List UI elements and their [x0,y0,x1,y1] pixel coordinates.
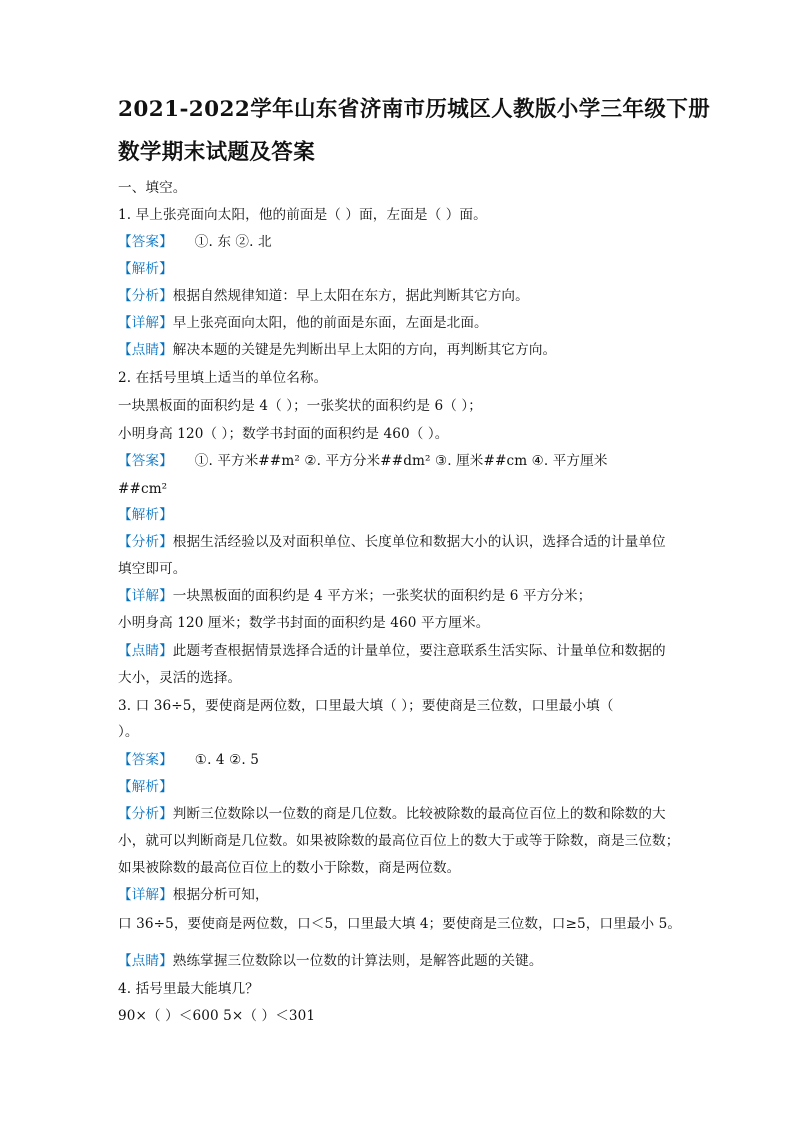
q1-detail-text: 早上张亮面向太阳，他的前面是东面，左面是北面。 [172,315,488,331]
answer-label: 【答案】 [118,234,173,250]
q1-detail [118,313,488,333]
detail-label: 【详解】 [118,588,173,604]
detail-label: 【详解】 [118,315,173,331]
q2-answer-cont: ##cm² [118,481,168,497]
analysis-head-label: 【解析】 [118,779,173,795]
q3-analysis-head [118,777,173,797]
detail-label: 【详解】 [118,887,173,903]
q4-line2: 90×（ ）＜600 5×（ ）＜301 [118,1008,316,1024]
q3-detail-text: 根据分析可知， [172,887,269,903]
q1-comment [118,340,556,360]
q3-comment [118,951,543,971]
answer-label: 【答案】 [118,752,173,768]
q3-answer [118,750,259,770]
q3-analysis-cont2: 如果被除数的最高位百位上的数小于除数，商是两位数。 [118,860,461,876]
q2-analysis-cont: 填空即可。 [118,561,187,577]
analysis-head-label: 【解析】 [118,261,173,277]
section-heading: 一、填空。 [118,180,187,196]
q1-analysis-head [118,259,173,279]
q2-answer [118,451,608,471]
q2-line3: 小明身高 120（ ）；数学书封面的面积约是 460（ ）。 [118,426,449,442]
document-title-line1: 2021-2022学年山东省济南市历城区人教版小学三年级下册 [118,97,711,122]
q3-stem: 3. 口 36÷5，要使商是两位数，口里最大填（ ）；要使商是三位数，口里最小填（ [118,698,614,714]
q2-detail-text: 一块黑板面的面积约是 4 平方米；一张奖状的面积约是 6 平方分米； [172,588,592,604]
answer-label: 【答案】 [118,453,173,469]
q2-analysis [118,532,666,552]
q1-answer-text: ①. 东 ②. 北 [194,234,272,250]
analysis-head-label: 【解析】 [118,507,173,523]
q2-comment [118,641,666,661]
q2-comment-cont: 大小，灵活的选择。 [118,670,242,686]
q1-stem: 1. 早上张亮面向太阳，他的前面是（ ）面，左面是（ ）面。 [118,207,487,223]
q1-answer [118,232,272,252]
comment-label: 【点睛】 [118,643,173,659]
comment-label: 【点睛】 [118,953,173,969]
q2-line2: 一块黑板面的面积约是 4（ ）；一张奖状的面积约是 6（ ）； [118,398,482,414]
q3-analysis-cont1: 小，就可以判断商是几位数。如果被除数的最高位百位上的数大于或等于除数，商是三位数； [118,833,680,849]
q2-detail [118,586,591,606]
q2-detail-cont: 小明身高 120 厘米；数学书封面的面积约是 460 平方厘米。 [118,615,490,631]
analysis-label: 【分析】 [118,534,173,550]
q3-stem-cont: ）。 [118,724,139,740]
q1-analysis [118,286,529,306]
q2-analysis-text: 根据生活经验以及对面积单位、长度单位和数据大小的认识，选择合适的计量单位 [172,534,666,550]
q2-answer-text: ①. 平方米##m² ②. 平方分米##dm² ③. 厘米##cm ④. 平方厘米 [194,453,608,469]
analysis-label: 【分析】 [118,806,173,822]
q2-analysis-head [118,505,173,525]
q1-analysis-text: 根据自然规律知道：早上太阳在东方，据此判断其它方向。 [172,288,529,304]
comment-label: 【点睛】 [118,342,173,358]
q3-detail [118,885,269,905]
q2-stem: 2. 在括号里填上适当的单位名称。 [118,370,328,386]
q3-analysis-text: 判断三位数除以一位数的商是几位数。比较被除数的最高位百位上的数和除数的大 [172,806,666,822]
q3-detail-cont: 口 36÷5，要使商是两位数，口＜5，口里最大填 4；要使商是三位数，口≥5，口里最小 5。 [118,916,682,932]
document-title-line2: 数学期末试题及答案 [118,140,316,165]
q3-comment-text: 熟练掌握三位数除以一位数的计算法则，是解答此题的关键。 [172,953,543,969]
analysis-label: 【分析】 [118,288,173,304]
q3-answer-text: ①. 4 ②. 5 [194,752,259,768]
q3-analysis [118,804,666,824]
q2-comment-text: 此题考查根据情景选择合适的计量单位，要注意联系生活实际、计量单位和数据的 [172,643,666,659]
q1-comment-text: 解决本题的关键是先判断出早上太阳的方向，再判断其它方向。 [172,342,557,358]
q4-stem: 4. 括号里最大能填几？ [118,981,259,997]
